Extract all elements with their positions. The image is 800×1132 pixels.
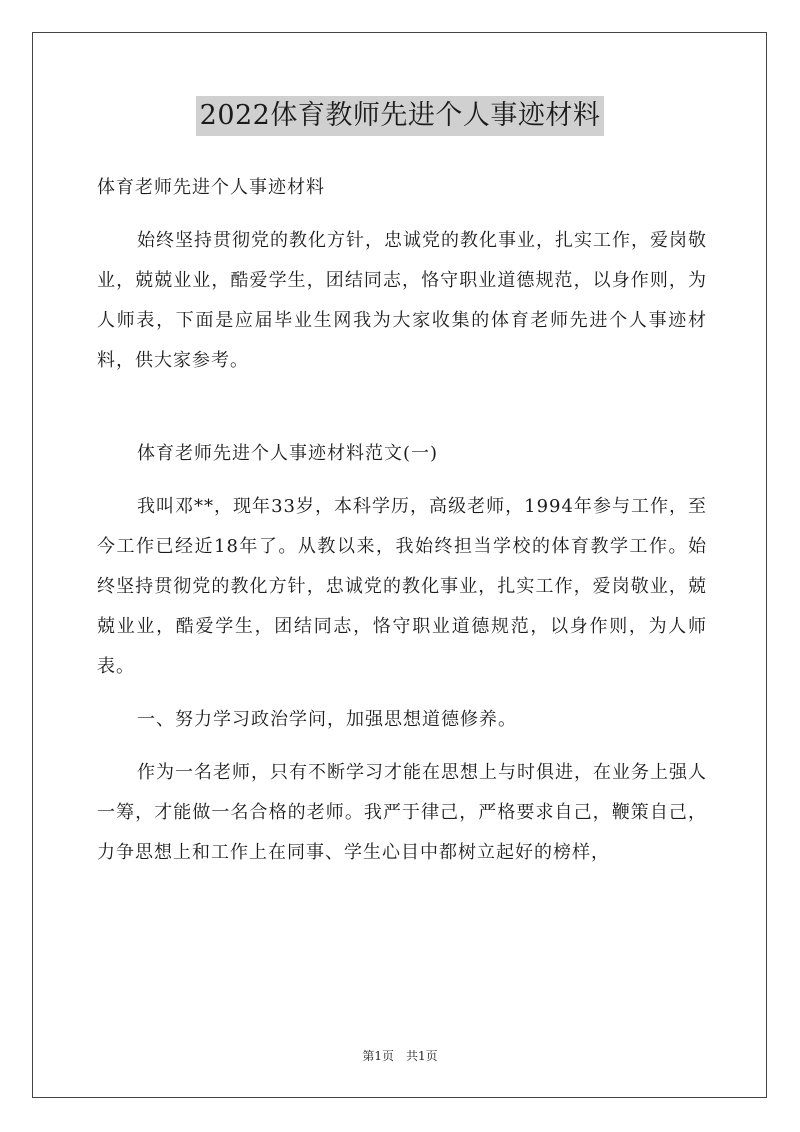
document-body	[97, 168, 707, 873]
body-paragraph: 作为一名老师，只有不断学习才能在思想上与时俱进，在业务上强人一筹，才能做一名合格的老师。我严于律己，严格要求自己，鞭策自己，力争思想上和工作上在同事、学生心目中都树立起好的榜样，	[97, 762, 707, 863]
page-footer: 第1页 共1页	[362, 1049, 438, 1063]
section-heading: 体育老师先进个人事迹材料	[97, 177, 325, 198]
document-title: 2022体育教师先进个人事迹材料	[196, 96, 605, 136]
body-paragraph: 我叫邓**，现年33岁，本科学历，高级老师，1994年参与工作，至今工作已经近18年了。从教以来，我始终担当学校的体育教学工作。始终坚持贯彻党的教化方针，忠诚党的教化事业，扎实工作，爱岗敬业，兢兢业业，酷爱学生，团结同志，恪守职业道德规范，以身作则，为人师表。	[97, 496, 707, 677]
subsection-heading: 一、努力学习政治学问，加强思想道德修养。	[137, 709, 517, 730]
document-title-container	[0, 96, 800, 139]
intro-paragraph: 始终坚持贯彻党的教化方针，忠诚党的教化事业，扎实工作，爱岗敬业，兢兢业业，酷爱学生，团结同志，恪守职业道德规范，以身作则，为人师表，下面是应届毕业生网我为大家收集的体育老师先进个人事迹材料，供大家参考。	[97, 230, 707, 371]
sample-heading: 体育老师先进个人事迹材料范文(一)	[137, 443, 439, 464]
